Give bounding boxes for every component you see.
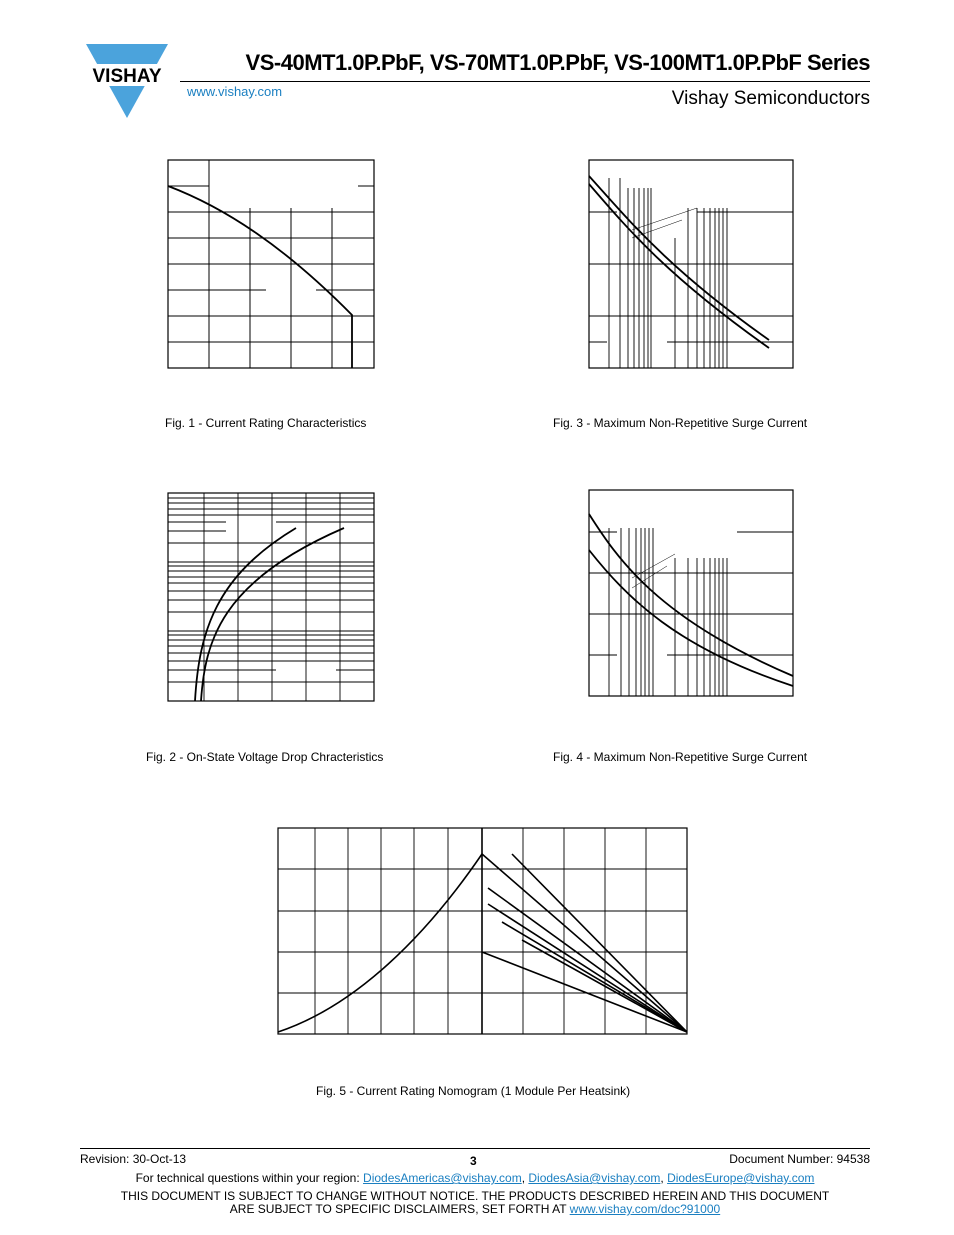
header-divider: [180, 81, 870, 82]
fig4-curve-lower: [589, 550, 793, 686]
vishay-logo: [80, 42, 175, 122]
contact-separator: ,: [660, 1171, 668, 1185]
logo-wordmark: VISHAY: [92, 66, 162, 87]
disclaimer-line-1: THIS DOCUMENT IS SUBJECT TO CHANGE WITHOUT NOTICE. THE PRODUCTS DESCRIBED HEREIN AND THIS DOCUMENT: [120, 1189, 830, 1203]
page-number: 3: [470, 1154, 477, 1168]
contact-line: [80, 1171, 870, 1185]
email-americas-link[interactable]: DiodesAmericas@vishay.com: [363, 1171, 522, 1185]
fig5-thermal-lines: [482, 854, 687, 1032]
fig5-power-curve: [278, 854, 482, 1032]
fig1-curve: [168, 186, 352, 368]
figure-3-surge-current: [587, 158, 797, 370]
fig3-curve-upper: [589, 176, 769, 340]
disclaimer-line-2: [80, 1202, 870, 1216]
figure-1-current-rating: [166, 158, 376, 370]
fig2-curve-2: [201, 528, 344, 701]
fig2-caption: Fig. 2 - On-State Voltage Drop Chracteristics: [146, 750, 384, 764]
fig4-caption: Fig. 4 - Maximum Non-Repetitive Surge Current: [553, 750, 808, 764]
revision-date: Revision: 30-Oct-13: [80, 1152, 187, 1166]
disclaimer-link[interactable]: www.vishay.com/doc?91000: [569, 1202, 721, 1216]
company-name: Vishay Semiconductors: [671, 88, 870, 109]
fig3-caption: Fig. 3 - Maximum Non-Repetitive Surge Current: [553, 416, 808, 430]
figure-4-surge-current: [587, 488, 797, 700]
fig3-curve-lower: [589, 184, 769, 348]
website-link[interactable]: www.vishay.com: [187, 84, 283, 99]
document-number: Document Number: 94538: [729, 1152, 870, 1166]
fig1-caption: Fig. 1 - Current Rating Characteristics: [165, 416, 367, 430]
contact-separator: ,: [521, 1171, 529, 1185]
fig4-curve-upper: [589, 514, 793, 676]
email-asia-link[interactable]: DiodesAsia@vishay.com: [528, 1171, 661, 1185]
document-title: VS-40MT1.0P.PbF, VS-70MT1.0P.PbF, VS-100MT1.0P.PbF Series: [245, 50, 870, 75]
email-europe-link[interactable]: DiodesEurope@vishay.com: [667, 1171, 815, 1185]
contact-prefix: For technical questions within your region:: [135, 1171, 364, 1185]
fig5-caption: Fig. 5 - Current Rating Nomogram (1 Module Per Heatsink): [316, 1084, 631, 1098]
figure-2-voltage-drop: [166, 491, 376, 705]
fig2-curve-1: [195, 528, 296, 701]
footer-divider: [80, 1148, 870, 1149]
figure-5-nomogram: [276, 826, 690, 1036]
disclaimer-prefix: ARE SUBJECT TO SPECIFIC DISCLAIMERS, SET FORTH AT: [229, 1202, 570, 1216]
